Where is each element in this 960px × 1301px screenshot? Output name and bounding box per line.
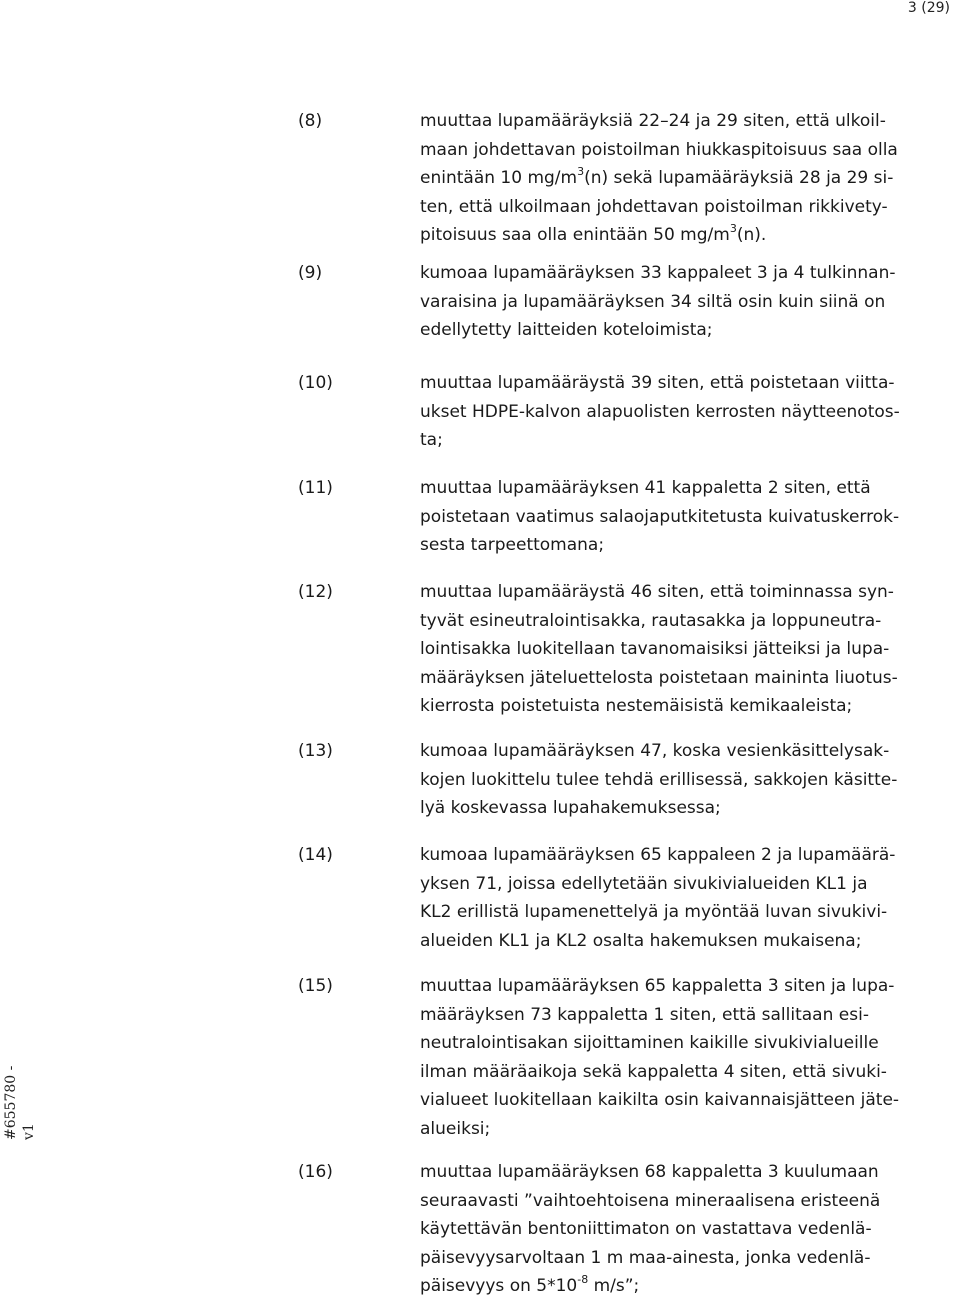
text-segment: ilman määräaikoja sekä kappaletta 4 siten, että sivuki- [420, 1061, 887, 1082]
text-segment: kumoaa lupamääräyksen 47, koska vesienkäsittelysak- [420, 741, 890, 761]
text-segment: ta; [420, 430, 443, 450]
text-line [420, 1244, 960, 1273]
text-line [420, 841, 960, 870]
text-segment: muuttaa lupamääräyksen 68 kappaletta 3 kuulumaan [420, 1162, 879, 1182]
text-line [420, 737, 960, 766]
text-line [420, 607, 960, 636]
text-segment: alueiden KL1 ja KL2 osalta hakemuksen mukaisena; [420, 930, 862, 951]
item-number: (12) [298, 582, 333, 602]
text-line [420, 221, 960, 250]
text-segment: kumoaa lupamääräyksen 65 kappaleen 2 ja lupamäärä- [420, 845, 896, 865]
text-line [420, 259, 960, 288]
text-segment: yksen 71, joissa edellytetään sivukivialueiden KL1 ja [420, 873, 868, 894]
superscript: -8 [577, 1273, 589, 1287]
text-segment: päisevyysarvoltaan 1 m maa-ainesta, jonka vedenlä- [420, 1247, 871, 1268]
text-segment: kojen luokittelu tulee tehdä erillisessä, sakkojen käsitte- [420, 769, 898, 790]
text-segment: (n) sekä lupamääräyksiä 28 ja 29 si- [584, 168, 894, 188]
text-line [420, 794, 960, 823]
text-segment: kierrosta poistetuista nestemäisistä kemikaaleista; [420, 696, 853, 716]
text-segment: päisevyys on 5*10 [420, 1276, 578, 1296]
text-line [420, 1029, 960, 1058]
text-segment: ukset HDPE-kalvon alapuolisten kerrosten näytteenotos- [420, 401, 900, 422]
text-line [420, 766, 960, 795]
item-text [420, 1158, 960, 1301]
text-segment: pitoisuus saa olla enintään 50 mg/m [420, 225, 730, 245]
text-line [420, 503, 960, 532]
text-line [420, 288, 960, 317]
text-line [420, 164, 960, 193]
text-line [420, 193, 960, 222]
text-segment: sesta tarpeettomana; [420, 535, 605, 555]
text-segment: neutralointisakan sijoittaminen kaikille sivukivialueille [420, 1033, 879, 1053]
text-segment: muuttaa lupamääräyksen 41 kappaletta 2 siten, että [420, 478, 871, 498]
text-segment: vialueet luokitellaan kaikilta osin kaivannaisjätteen jäte- [420, 1090, 900, 1110]
text-line [420, 107, 960, 136]
text-segment: tyvät esineutralointisakka, rautasakka ja loppuneutra- [420, 610, 882, 631]
superscript: 3 [729, 222, 737, 236]
item-text [420, 841, 960, 955]
text-line [420, 1272, 960, 1301]
document-id: #655780 - v1 [3, 1065, 37, 1140]
text-segment: lyä koskevassa lupahakemuksessa; [420, 798, 721, 818]
text-line [420, 531, 960, 560]
text-line [420, 1158, 960, 1187]
text-line [420, 1001, 960, 1030]
item-number: (9) [298, 263, 323, 283]
text-segment: muuttaa lupamääräyksiä 22–24 ja 29 siten, että ulkoil- [420, 111, 886, 131]
text-segment: varaisina ja lupamääräyksen 34 siltä osin kuin siinä on [420, 291, 886, 312]
item-text [420, 578, 960, 721]
text-line [420, 426, 960, 455]
text-segment: lointisakka luokitellaan tavanomaisiksi jätteiksi ja lupa- [420, 639, 890, 659]
text-line [420, 398, 960, 427]
text-segment: muuttaa lupamääräystä 39 siten, että poistetaan viitta- [420, 373, 895, 393]
item-number: (11) [298, 478, 333, 498]
text-line [420, 369, 960, 398]
text-line [420, 870, 960, 899]
text-segment: edellytetty laitteiden koteloimista; [420, 320, 713, 340]
item-text [420, 474, 960, 560]
text-line [420, 578, 960, 607]
text-segment: KL2 erillistä lupamenettelyä ja myöntää luvan sivukivi- [420, 902, 888, 922]
text-line [420, 927, 960, 956]
item-text [420, 259, 960, 345]
text-line [420, 316, 960, 345]
text-segment: ten, että ulkoilmaan johdettavan poistoilman rikkivety- [420, 196, 888, 217]
item-text [420, 972, 960, 1143]
text-line [420, 1187, 960, 1216]
text-segment: määräyksen 73 kappaletta 1 siten, että sallitaan esi- [420, 1004, 869, 1025]
item-number: (15) [298, 976, 333, 996]
item-number: (16) [298, 1162, 333, 1182]
item-text [420, 369, 960, 455]
text-line [420, 474, 960, 503]
text-segment: (n). [736, 225, 767, 245]
item-text [420, 107, 960, 250]
text-segment: muuttaa lupamääräyksen 65 kappaletta 3 siten ja lupa- [420, 976, 895, 996]
item-number: (10) [298, 373, 333, 393]
text-segment: poistetaan vaatimus salaojaputkitetusta kuivatuskerrok- [420, 506, 900, 527]
item-number: (13) [298, 741, 333, 761]
text-line [420, 898, 960, 927]
item-text [420, 737, 960, 823]
text-segment: kumoaa lupamääräyksen 33 kappaleet 3 ja 4 tulkinnan- [420, 263, 896, 283]
text-segment: määräyksen jäteluettelosta poistetaan maininta liuotus- [420, 667, 898, 688]
text-line [420, 136, 960, 165]
page-number: 3 (29) [907, 0, 950, 16]
text-line [420, 692, 960, 721]
text-segment: käytettävän bentoniittimaton on vastattava vedenlä- [420, 1219, 872, 1239]
text-segment: seuraavasti ”vaihtoehtoisena mineraalisena eristeenä [420, 1190, 881, 1211]
text-segment: maan johdettavan poistoilman hiukkaspitoisuus saa olla [420, 139, 898, 160]
text-segment: enintään 10 mg/m [420, 168, 578, 188]
text-line [420, 664, 960, 693]
superscript: 3 [577, 165, 585, 179]
text-line [420, 1215, 960, 1244]
text-segment: alueiksi; [420, 1118, 491, 1139]
text-line [420, 635, 960, 664]
text-line [420, 972, 960, 1001]
text-line [420, 1086, 960, 1115]
item-number: (8) [298, 111, 323, 131]
text-segment: muuttaa lupamääräystä 46 siten, että toiminnassa syn- [420, 582, 894, 602]
text-line [420, 1058, 960, 1087]
item-number: (14) [298, 845, 333, 865]
text-segment: m/s”; [588, 1276, 640, 1296]
text-line [420, 1115, 960, 1144]
